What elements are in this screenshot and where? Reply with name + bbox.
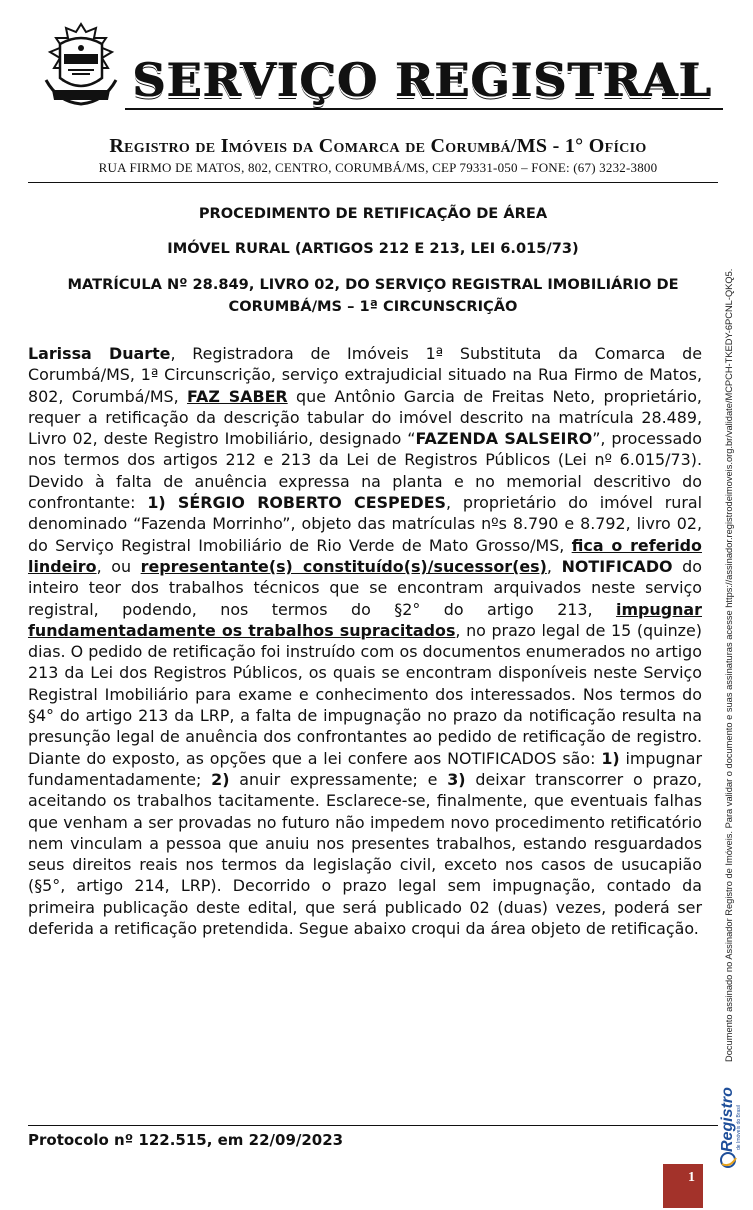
- body-text: ”, processado nos termos dos artigos 212 e 213 da Lei de Registros Públicos (Lei nº 6.015/73). Devido à falta de anuência expressa na planta e no memorial descritivo do confrontante:: [28, 429, 702, 513]
- lindeiro-phrase: fica o referido lindeiro: [28, 535, 702, 576]
- brand-rule: [125, 108, 723, 110]
- body-text: , proprietário do imóvel rural denominado “Fazenda Morrinho”, objeto das matrículas nºs 8.790 e 8.792, livro 02, do Serviço Registral Imobiliário de Rio Verde de Mato Grosso/MS,: [28, 493, 703, 555]
- body-text: deixar transcorrer o prazo, aceitando os trabalhos tacitamente. Esclarece-se, finalmente, que eventuais falhas que venham a ser provadas no futuro não impedem novo procedimento retificatório nem vinculam a pessoa que anuiu nos presentes trabalhos, estando resguardados seus direitos reais nos termos da legislação civil, exceto nos casos de usucapião (§5°, artigo 214, LRP). Decorrido o prazo legal sem impugnação, contado da primeira publicação deste edital, que será publicado 02 (duas) vezes, poderá ser deferida a retificação pretendida. Segue abaixo croqui da área objeto de retificação.: [28, 769, 702, 939]
- header-divider: [28, 182, 718, 183]
- validation-text: Documento assinado no Assinador Registro de Imóveis. Para validar o documento e suas assinaturas acesse https://assinador.registrodeimoveis.org.br/validate/MCPCH-TKEDY-6PCNL-QKQ5.: [724, 268, 734, 1062]
- heading-procedure: PROCEDIMENTO DE RETIFICAÇÃO DE ÁREA: [198, 205, 548, 222]
- option-2: 2): [211, 769, 230, 789]
- body-text: , no prazo legal de 15 (quinze) dias. O pedido de retificação foi instruído com os documentos enumerados no artigo 213 da Lei dos Registros Públicos, os quais se encontram disponíveis neste Serviço Registral Imobiliário para exame e conhecimento dos interessados. Nos termos do §4° do artigo 213 da LRP, a falta de impugnação no prazo da notificação resulta na presunção legal de anuência dos confrontantes ao pedido de retificação de registro. Diante do exposto, as opções que a lei confere aos NOTIFICADOS são:: [28, 620, 702, 768]
- confrontant-name: 1) SÉRGIO ROBERTO CESPEDES: [147, 493, 447, 513]
- body-text: do inteiro teor dos trabalhos técnicos que se encontram arquivados neste serviço registral, podendo, nos termos do §2° do artigo 213,: [28, 556, 702, 619]
- svg-text:Registro: Registro: [719, 1087, 736, 1152]
- representantes-phrase: representante(s) constituído(s)/sucessor(es): [140, 556, 547, 576]
- body-text: anuir expressamente; e: [229, 769, 448, 789]
- edital-body: [28, 343, 702, 939]
- coat-of-arms-icon: [38, 20, 124, 112]
- registrar-name: Larissa Duarte: [28, 344, 171, 363]
- notificado: NOTIFICADO: [561, 556, 673, 576]
- office-title: Registro de Imóveis da Comarca de Corumbá/MS - 1° Ofício: [109, 135, 647, 157]
- protocol-line: Protocolo nº 122.515, em 22/09/2023: [28, 1131, 344, 1149]
- body-text: , ou: [96, 556, 141, 576]
- office-address: RUA FIRMO DE MATOS, 802, CENTRO, CORUMBÁ/MS, CEP 79331-050 – FONE: (67) 3232-3800: [98, 160, 658, 175]
- property-name: FAZENDA SALSEIRO: [415, 429, 593, 449]
- body-text: ,: [546, 556, 562, 576]
- registry-logo-icon: [706, 1078, 746, 1170]
- svg-text:de Imóveis do Brasil: de Imóveis do Brasil: [736, 1104, 742, 1150]
- faz-saber: FAZ SABER: [187, 386, 288, 406]
- option-3: 3): [447, 769, 466, 789]
- brand-title: SERVIÇO REGISTRAL: [132, 53, 712, 107]
- footer-divider: [28, 1125, 718, 1126]
- option-1: 1): [601, 748, 620, 768]
- heading-property: IMÓVEL RURAL (ARTIGOS 212 E 213, LEI 6.015/73): [167, 240, 579, 257]
- body-text: impugnar fundamentadamente;: [28, 748, 702, 789]
- body-text: , Registradora de Imóveis 1ª Substituta da Comarca de Corumbá/MS, 1ª Circunscrição, serviço extrajudicial situado na Rua Firmo de Matos, 802, Corumbá/MS,: [28, 344, 702, 406]
- body-text: que Antônio Garcia de Freitas Neto, proprietário, requer a retificação da descrição tabular do imóvel descrito na matrícula 28.489, Livro 02, deste Registro Imobiliário, designado “: [28, 386, 702, 449]
- heading-registration: MATRÍCULA Nº 28.849, LIVRO 02, DO SERVIÇO REGISTRAL IMOBILIÁRIO DE CORUMBÁ/MS – 1ª CIRCUNSCRIÇÃO: [67, 276, 679, 315]
- impugnar-phrase: impugnar fundamentadamente os trabalhos supracitados: [28, 599, 702, 640]
- page-number-badge: 1: [663, 1164, 703, 1208]
